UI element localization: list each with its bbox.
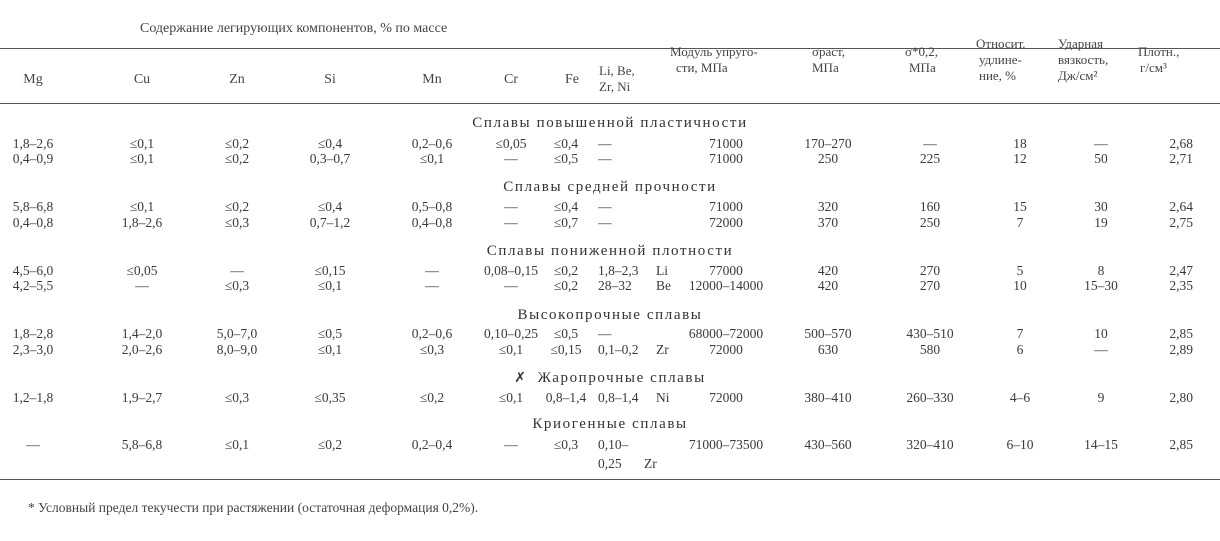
col-header-density-line1: Плотн., [1138,44,1180,59]
cell-mn: — [425,263,439,278]
cell-mg: 4,2–5,5 [12,278,54,293]
section-title [0,370,1220,387]
cell-sigma-rast: 420 [817,278,839,293]
section-title [0,416,1220,433]
cell-li-be-zr-ni: — [598,136,612,151]
cell-zn: ≤0,3 [224,278,250,293]
cell-li-be-zr-ni: — [598,326,612,341]
col-header-zn: Zn [229,72,245,87]
cell-cu: ≤0,1 [129,199,155,214]
cell-cr: — [504,215,518,230]
cell-cr: ≤0,1 [498,390,524,405]
cell-mg: 4,5–6,0 [12,263,54,278]
col-header-mn: Mn [422,72,442,87]
cell-cu: 1,4–2,0 [121,326,163,341]
col-header-li-be: Li, Be, [599,63,635,78]
section-title [0,307,1220,324]
cell-elongation: 6–10 [1006,437,1034,452]
cell-impact-strength: 30 [1094,199,1108,214]
cell-si: ≤0,35 [314,390,346,405]
cell-elongation: 7 [1016,326,1024,341]
cell-mg: — [26,437,40,452]
cell-zn: ≤0,3 [224,390,250,405]
cell-impact-strength: 10 [1094,326,1108,341]
header-group-rule [0,48,1220,49]
col-header-si: Si [324,72,336,87]
cell-density: 2,71 [1169,151,1193,166]
cell-cu: 5,8–6,8 [121,437,163,452]
cell-zn: — [230,263,244,278]
cell-sigma-02: 430–510 [906,326,954,341]
cell-sigma-rast: 320 [817,199,839,214]
cell-mg: 1,2–1,8 [12,390,54,405]
cell-cr: — [504,199,518,214]
cell-sigma-rast: 370 [817,215,839,230]
cell-cu: ≤0,1 [129,151,155,166]
cell-sigma-02: 160 [919,199,941,214]
cell-fe: 0,8–1,4 [545,390,587,405]
cell-sigma-rast: 430–560 [804,437,852,452]
col-header-mg: Mg [23,72,43,87]
composition-group-title: Содержание легирующих компонентов, % по массе [140,21,448,36]
cell-density: 2,35 [1169,278,1193,293]
cell-cr: 0,10–0,25 [484,326,538,341]
cell-mg: 0,4–0,8 [12,215,54,230]
col-header-elongation-line3: ние, % [979,68,1017,83]
cell-extra-element: Li [656,263,668,278]
section-title-text: Сплавы повышенной пластичности [472,115,748,131]
cell-sigma-rast: 630 [817,342,839,357]
cell-mn: 0,2–0,6 [411,326,453,341]
cell-sigma-02: 320–410 [906,437,954,452]
cell-impact-strength: — [1094,342,1108,357]
section-title [0,179,1220,196]
cell-sigma-02: — [923,136,937,151]
cell-sigma-rast: 380–410 [804,390,852,405]
cell-modulus: 68000–72000 [688,326,764,341]
col-header-impact-line2: вязкость, [1058,52,1109,67]
cell-mn: 0,4–0,8 [411,215,453,230]
cell-sigma-rast: 500–570 [804,326,852,341]
cell-density: 2,85 [1169,326,1193,341]
section-title-text: Сплавы средней прочности [503,179,717,195]
section-title [0,115,1220,132]
cell-density: 2,68 [1169,136,1193,151]
cell-si: 0,7–1,2 [309,215,351,230]
cell-sigma-rast: 170–270 [804,136,852,151]
cell-modulus: 72000 [709,342,743,357]
cell-modulus: 12000–14000 [688,278,764,293]
cell-modulus: 72000 [709,215,743,230]
cell-mg: 2,3–3,0 [12,342,54,357]
cell-elongation: 12 [1013,151,1027,166]
col-header-sigma-02-unit: МПа [909,60,936,75]
handwritten-mark-icon: ✗ [514,371,528,386]
cell-cr: ≤0,1 [498,342,524,357]
cell-cu: ≤0,1 [129,136,155,151]
cell-modulus: 77000 [709,263,743,278]
cell-si: ≤0,2 [317,437,343,452]
cell-cu: ≤0,05 [126,263,158,278]
cell-modulus: 71000–73500 [688,437,764,452]
cell-density: 2,89 [1169,342,1193,357]
cell-fe: ≤0,5 [553,151,579,166]
cell-cr: 0,08–0,15 [484,263,538,278]
cell-zn: ≤0,2 [224,199,250,214]
cell-li-be-zr-ni: 0,1–0,2 [598,342,639,357]
cell-extra-element: Ni [656,390,670,405]
cell-mg: 1,8–2,8 [12,326,54,341]
cell-mn: ≤0,2 [419,390,445,405]
cell-fe: ≤0,4 [553,199,579,214]
cell-sigma-02: 270 [919,263,941,278]
cell-li-be-zr-ni: — [598,199,612,214]
cell-zn: 8,0–9,0 [216,342,258,357]
section-title-text: Сплавы пониженной плотности [486,243,734,259]
section-title-text: Жаропрочные сплавы [537,370,706,386]
cell-zn: ≤0,2 [224,136,250,151]
cell-si: ≤0,1 [317,342,343,357]
cell-mn: ≤0,1 [419,151,445,166]
cell-impact-strength: 14–15 [1084,437,1118,452]
col-header-modulus-line2: сти, МПа [676,60,728,75]
cell-fe: ≤0,7 [553,215,579,230]
cell-li-be-zr-ni: — [598,151,612,166]
cell-elongation: 4–6 [1009,390,1031,405]
cell-sigma-02: 580 [919,342,941,357]
cell-impact-strength: 19 [1094,215,1108,230]
table-bottom-rule [0,479,1220,480]
section-title-text: Высокопрочные сплавы [517,307,703,323]
cell-li-be-zr-ni: — [598,215,612,230]
cell-elongation: 6 [1016,342,1024,357]
cell-sigma-rast: 250 [817,151,839,166]
col-header-sigma-02: σ*0,2, [905,44,939,59]
section-title [0,243,1220,260]
col-header-modulus-line1: Модуль упруго- [670,44,758,59]
cell-mg: 5,8–6,8 [12,199,54,214]
cell-mn: 0,2–0,4 [411,437,453,452]
col-header-elongation-line1: Относит. [976,36,1026,51]
cell-zn: ≤0,3 [224,215,250,230]
cell-cu: — [135,278,149,293]
col-header-fe: Fe [565,72,579,87]
cell-elongation: 18 [1013,136,1027,151]
cell-extra-element: Be [656,278,671,293]
cell-cu: 1,8–2,6 [121,215,163,230]
col-header-impact-line1: Ударная [1058,36,1103,51]
cell-sigma-02: 260–330 [906,390,954,405]
cell-mg: 1,8–2,6 [12,136,54,151]
cell-sigma-02: 250 [919,215,941,230]
cell-li-be-zr-ni: 0,10– [598,437,629,452]
cell-fe: ≤0,4 [553,136,579,151]
cell-mn: 0,2–0,6 [411,136,453,151]
cell-cu: 1,9–2,7 [121,390,163,405]
cell-li-be-zr-ni: 0,8–1,4 [598,390,639,405]
cell-cu: 2,0–2,6 [121,342,163,357]
cell-density: 2,80 [1169,390,1193,405]
header-bottom-rule [0,103,1220,104]
cell-elongation: 15 [1013,199,1027,214]
cell-extra-element: Zr [656,342,669,357]
cell-mg: 0,4–0,9 [12,151,54,166]
cell-fe: ≤0,15 [550,342,582,357]
cell-cr: ≤0,05 [495,136,527,151]
cell-extra-element-continued: Zr [644,456,657,471]
col-header-sigma-rast: σраст, [812,44,846,59]
cell-modulus: 71000 [709,136,743,151]
col-header-density-line2: г/см³ [1140,60,1167,75]
section-title-text: Криогенные сплавы [532,416,688,432]
cell-si: ≤0,4 [317,136,343,151]
cell-cr: — [504,151,518,166]
cell-density: 2,47 [1169,263,1193,278]
cell-impact-strength: 9 [1097,390,1105,405]
cell-density: 2,75 [1169,215,1193,230]
cell-si: ≤0,15 [314,263,346,278]
cell-modulus: 71000 [709,151,743,166]
col-header-sigma-rast-unit: МПа [812,60,839,75]
cell-modulus: 72000 [709,390,743,405]
col-header-cr: Cr [504,72,518,87]
cell-fe: ≤0,2 [553,263,579,278]
cell-density: 2,64 [1169,199,1193,214]
cell-si: 0,3–0,7 [309,151,351,166]
cell-sigma-02: 225 [919,151,941,166]
cell-li-be-zr-ni: 28–32 [598,278,632,293]
cell-si: ≤0,5 [317,326,343,341]
col-header-cu: Cu [133,72,151,87]
footnote: * Условный предел текучести при растяжении (остаточная деформация 0,2%). [28,500,479,515]
cell-modulus: 71000 [709,199,743,214]
cell-mn: 0,5–0,8 [411,199,453,214]
cell-density: 2,85 [1169,437,1193,452]
col-header-impact-line3: Дж/см² [1058,68,1098,83]
cell-impact-strength: — [1094,136,1108,151]
cell-li-be-zr-ni: 1,8–2,3 [598,263,639,278]
cell-fe: ≤0,5 [553,326,579,341]
cell-elongation: 5 [1016,263,1024,278]
cell-li-be-zr-ni-continued: 0,25 [598,456,622,471]
col-header-elongation-line2: удлине- [979,52,1022,67]
cell-si: ≤0,1 [317,278,343,293]
cell-fe: ≤0,3 [553,437,579,452]
col-header-zr-ni: Zr, Ni [599,79,631,94]
cell-cr: — [504,437,518,452]
cell-fe: ≤0,2 [553,278,579,293]
cell-sigma-02: 270 [919,278,941,293]
cell-elongation: 10 [1013,278,1027,293]
cell-impact-strength: 8 [1097,263,1105,278]
cell-impact-strength: 15–30 [1084,278,1118,293]
cell-zn: ≤0,2 [224,151,250,166]
cell-mn: ≤0,3 [419,342,445,357]
cell-cr: — [504,278,518,293]
cell-zn: 5,0–7,0 [216,326,258,341]
cell-impact-strength: 50 [1094,151,1108,166]
cell-zn: ≤0,1 [224,437,250,452]
cell-mn: — [425,278,439,293]
cell-si: ≤0,4 [317,199,343,214]
cell-elongation: 7 [1016,215,1024,230]
cell-sigma-rast: 420 [817,263,839,278]
